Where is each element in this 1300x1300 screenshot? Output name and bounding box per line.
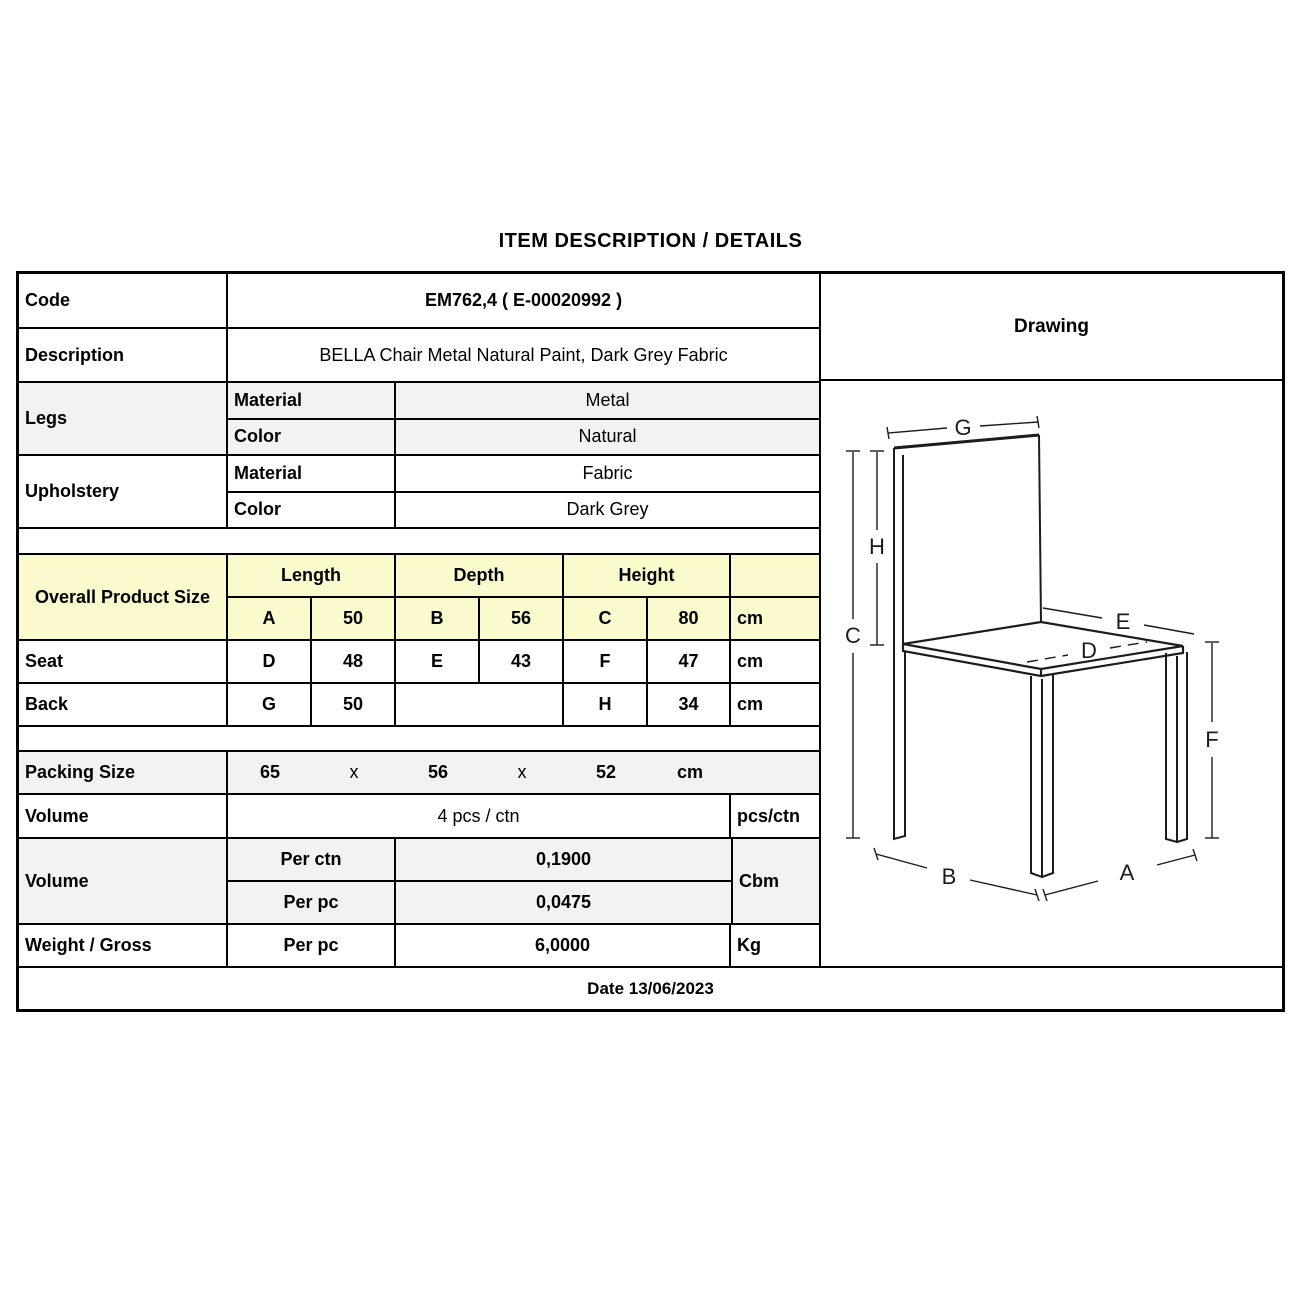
weight-row [19,923,819,966]
weight-per-pc-label: Per pc [228,925,396,966]
spacer-row [19,725,819,750]
code-row [19,274,819,327]
back-row [19,682,819,725]
dim-label-b: B [941,864,957,889]
dim-label-e: E [1115,609,1131,634]
back-label: Back [19,684,228,725]
volume-pcs-label: Volume [19,795,228,837]
back-height-value: 34 [648,684,731,725]
overall-height-key: C [564,598,648,639]
legs-material-value: Metal [585,389,630,410]
volume-pcs-row [19,793,819,837]
seat-length-value: 48 [312,641,396,682]
date-value: Date 13/06/2023 [587,978,714,998]
overall-size-section [19,553,819,639]
upholstery-material-row [228,456,819,491]
size-header-row [228,555,819,596]
dim-label-h: H [869,534,885,559]
overall-length-key: A [228,598,312,639]
per-ctn-value: 0,1900 [535,849,592,869]
overall-size-label: Overall Product Size [19,555,228,639]
packing-depth: 56 [427,762,449,782]
description-label: Description [19,329,228,381]
per-ctn-label: Per ctn [228,839,396,880]
description-value: BELLA Chair Metal Natural Paint, Dark Grey Fabric [319,344,728,365]
volume-pcs-unit: pcs/ctn [737,805,801,826]
per-pc-label: Per pc [228,882,396,923]
dim-label-c: C [845,623,861,648]
spacer-row [19,527,819,553]
back-height-key: H [564,684,648,725]
upholstery-label: Upholstery [19,456,228,527]
volume-cbm-section [19,837,819,923]
packing-x1: x [349,762,359,782]
size-header-empty [731,555,819,596]
legs-color-value: Natural [578,426,637,447]
page-title: ITEM DESCRIPTION / DETAILS [498,230,803,252]
back-unit: cm [737,694,764,714]
date-row [19,966,1282,1009]
dim-label-a: A [1119,860,1135,885]
volume-per-pc-row [228,880,731,923]
depth-header: Depth [396,555,564,596]
chair-drawing [821,381,1284,966]
packing-x2: x [517,762,527,782]
upholstery-color-label: Color [228,493,396,528]
overall-height-value: 80 [648,598,731,639]
packing-height: 52 [595,762,617,782]
seat-height-key: F [564,641,648,682]
spec-table [16,271,1285,1012]
volume-pcs-value: 4 pcs / ctn [228,795,731,837]
overall-depth-value: 56 [480,598,564,639]
seat-depth-value: 43 [480,641,564,682]
per-pc-value: 0,0475 [535,892,592,912]
height-header: Height [564,555,731,596]
packing-row [19,750,819,793]
seat-depth-key: E [396,641,480,682]
legs-material-label: Material [228,383,396,418]
dim-label-g: G [954,415,972,440]
overall-length-value: 50 [312,598,396,639]
volume-cbm-label: Volume [19,839,228,923]
seat-row [19,639,819,682]
legs-color-row [228,418,819,455]
weight-value: 6,0000 [396,925,731,966]
seat-height-value: 47 [648,641,731,682]
dim-label-d: D [1081,638,1097,663]
details-table [19,274,819,966]
legs-color-label: Color [228,420,396,455]
volume-per-ctn-row [228,839,731,880]
weight-unit: Kg [737,935,761,955]
drawing-panel [819,274,1282,966]
upholstery-color-row [228,491,819,528]
overall-values-row [228,596,819,639]
drawing-area [821,381,1282,966]
weight-label: Weight / Gross [19,925,228,966]
upholstery-material-value: Fabric [582,462,633,483]
dim-label-f: F [1205,727,1219,752]
code-value: EM762,4 ( E-00020992 ) [424,290,623,310]
upholstery-section [19,454,819,527]
packing-label: Packing Size [19,752,228,793]
seat-length-key: D [228,641,312,682]
upholstery-material-label: Material [228,456,396,491]
back-length-key: G [228,684,312,725]
code-label: Code [19,274,228,327]
packing-length: 65 [259,762,281,782]
legs-label: Legs [19,383,228,454]
overall-unit: cm [737,608,764,628]
back-empty-cell [396,684,564,725]
length-header: Length [228,555,396,596]
overall-depth-key: B [396,598,480,639]
seat-label: Seat [19,641,228,682]
packing-unit: cm [676,762,703,782]
back-length-value: 50 [312,684,396,725]
legs-material-row [228,383,819,418]
volume-cbm-unit: Cbm [731,839,819,923]
seat-unit: cm [737,651,764,671]
upholstery-color-value: Dark Grey [566,499,649,520]
drawing-header: Drawing [821,274,1282,381]
packing-values [228,752,819,793]
legs-section [19,381,819,454]
description-row [19,327,819,381]
